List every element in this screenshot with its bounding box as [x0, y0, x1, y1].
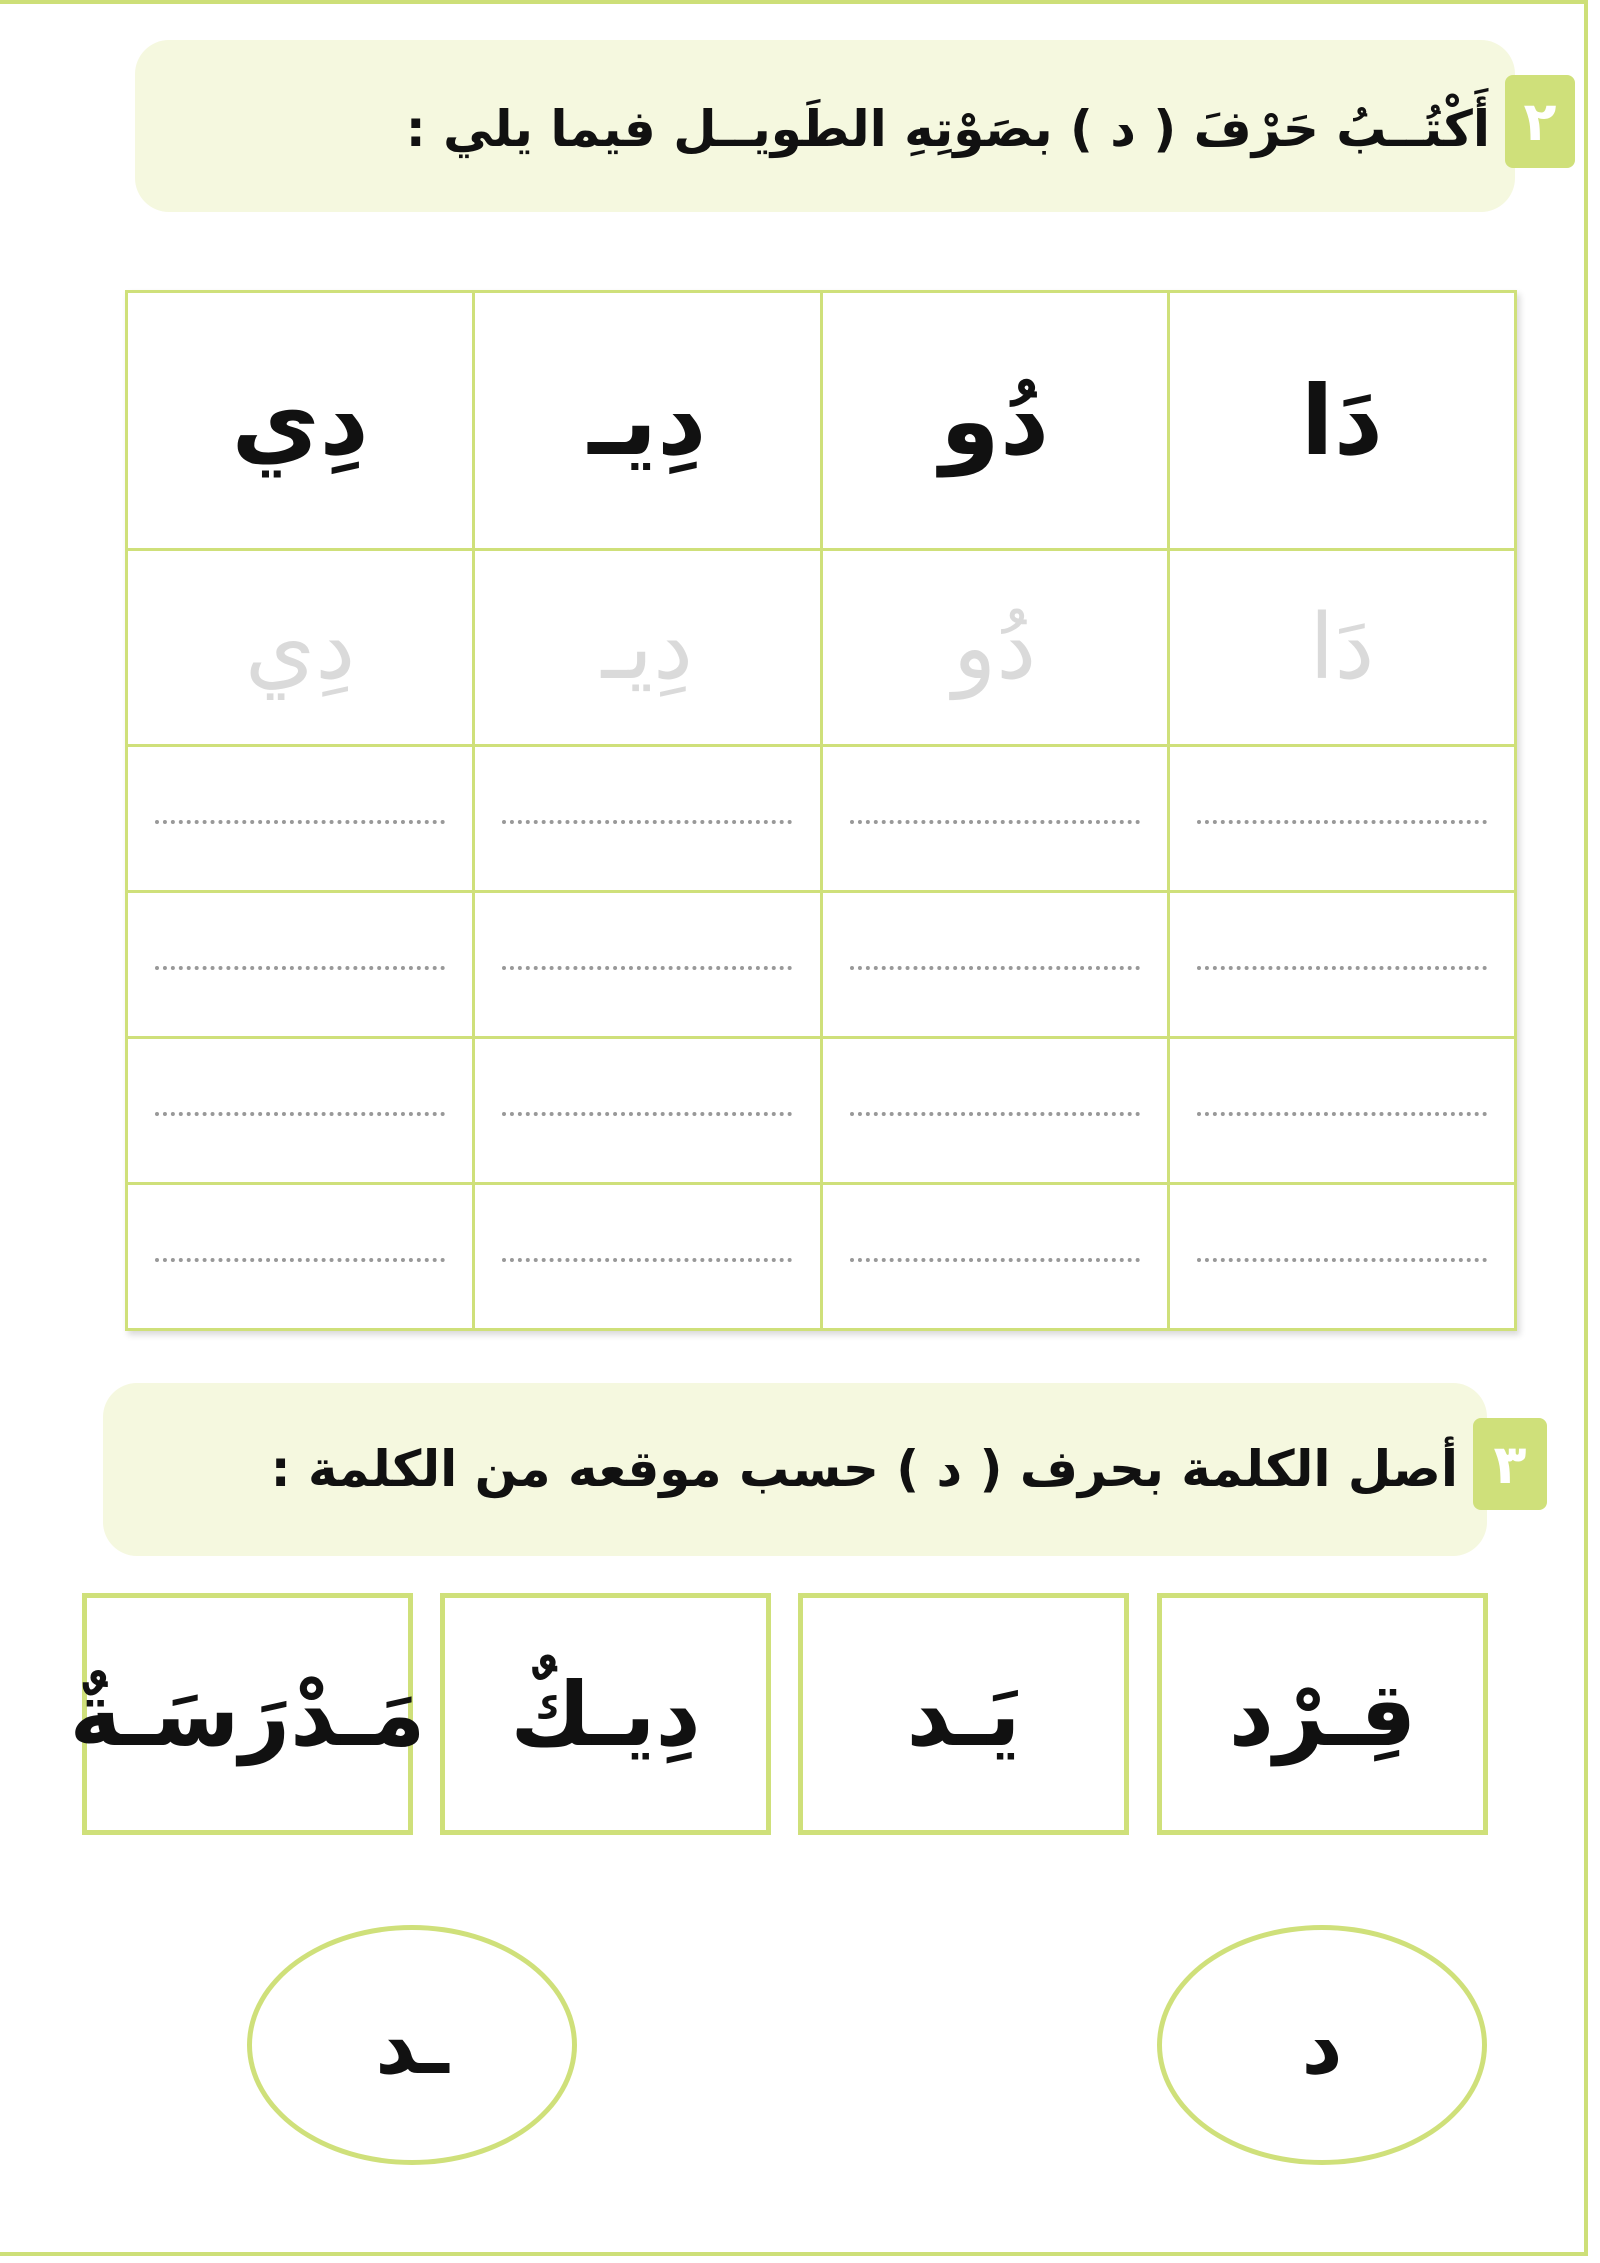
dotted-line — [850, 1112, 1140, 1116]
letter-oval-isolated[interactable]: د — [1157, 1925, 1487, 2165]
trace-cell[interactable]: دِيـ — [474, 550, 821, 746]
dotted-line — [155, 966, 445, 970]
practice-cell[interactable] — [1168, 1184, 1515, 1330]
section-2-title: أَكْتُــبُ حَرْفَ ( د ) بصَوْتِهِ الطَويــل فيما يلي : — [405, 100, 1490, 158]
dotted-line — [1197, 820, 1487, 824]
dotted-line — [502, 1258, 792, 1262]
header-cell: دُو — [821, 292, 1168, 550]
practice-cell[interactable] — [474, 1184, 821, 1330]
trace-cell[interactable]: دِي — [127, 550, 474, 746]
practice-cell[interactable] — [127, 1038, 474, 1184]
practice-cell[interactable] — [474, 746, 821, 892]
dotted-line — [155, 820, 445, 824]
practice-row — [127, 746, 1516, 892]
practice-cell[interactable] — [127, 1184, 474, 1330]
dotted-line — [850, 820, 1140, 824]
practice-cell[interactable] — [1168, 892, 1515, 1038]
section-3-title: أصل الكلمة بحرف ( د ) حسب موقعه من الكلمة : — [270, 1440, 1458, 1498]
dotted-line — [155, 1258, 445, 1262]
header-cell: دَا — [1168, 292, 1515, 550]
practice-row — [127, 892, 1516, 1038]
dotted-line — [502, 966, 792, 970]
practice-cell[interactable] — [821, 1038, 1168, 1184]
word-card[interactable]: مَـدْرَسَـةٌ — [82, 1593, 413, 1835]
section-3-number: ٣ — [1473, 1418, 1547, 1510]
word-card[interactable]: دِيـكٌ — [440, 1593, 771, 1835]
section-2-number: ٢ — [1505, 75, 1575, 168]
practice-cell[interactable] — [1168, 1038, 1515, 1184]
dotted-line — [502, 1112, 792, 1116]
practice-cell[interactable] — [821, 892, 1168, 1038]
practice-row — [127, 1038, 1516, 1184]
dotted-line — [1197, 966, 1487, 970]
trace-cell[interactable]: دَا — [1168, 550, 1515, 746]
dotted-line — [155, 1112, 445, 1116]
practice-cell[interactable] — [821, 1184, 1168, 1330]
header-cell: دِي — [127, 292, 474, 550]
practice-cell[interactable] — [127, 746, 474, 892]
header-cell: دِيـ — [474, 292, 821, 550]
practice-cell[interactable] — [127, 892, 474, 1038]
dotted-line — [1197, 1112, 1487, 1116]
practice-cell[interactable] — [821, 746, 1168, 892]
dotted-line — [850, 966, 1140, 970]
practice-cell[interactable] — [474, 1038, 821, 1184]
practice-row — [127, 1184, 1516, 1330]
practice-cell[interactable] — [474, 892, 821, 1038]
dotted-line — [850, 1258, 1140, 1262]
word-card[interactable]: يَـد — [798, 1593, 1129, 1835]
word-card[interactable]: قِـرْد — [1157, 1593, 1488, 1835]
letter-oval-final[interactable]: ـد — [247, 1925, 577, 2165]
writing-table — [125, 290, 1517, 1331]
practice-cell[interactable] — [1168, 746, 1515, 892]
dotted-line — [502, 820, 792, 824]
trace-cell[interactable]: دُو — [821, 550, 1168, 746]
dotted-line — [1197, 1258, 1487, 1262]
